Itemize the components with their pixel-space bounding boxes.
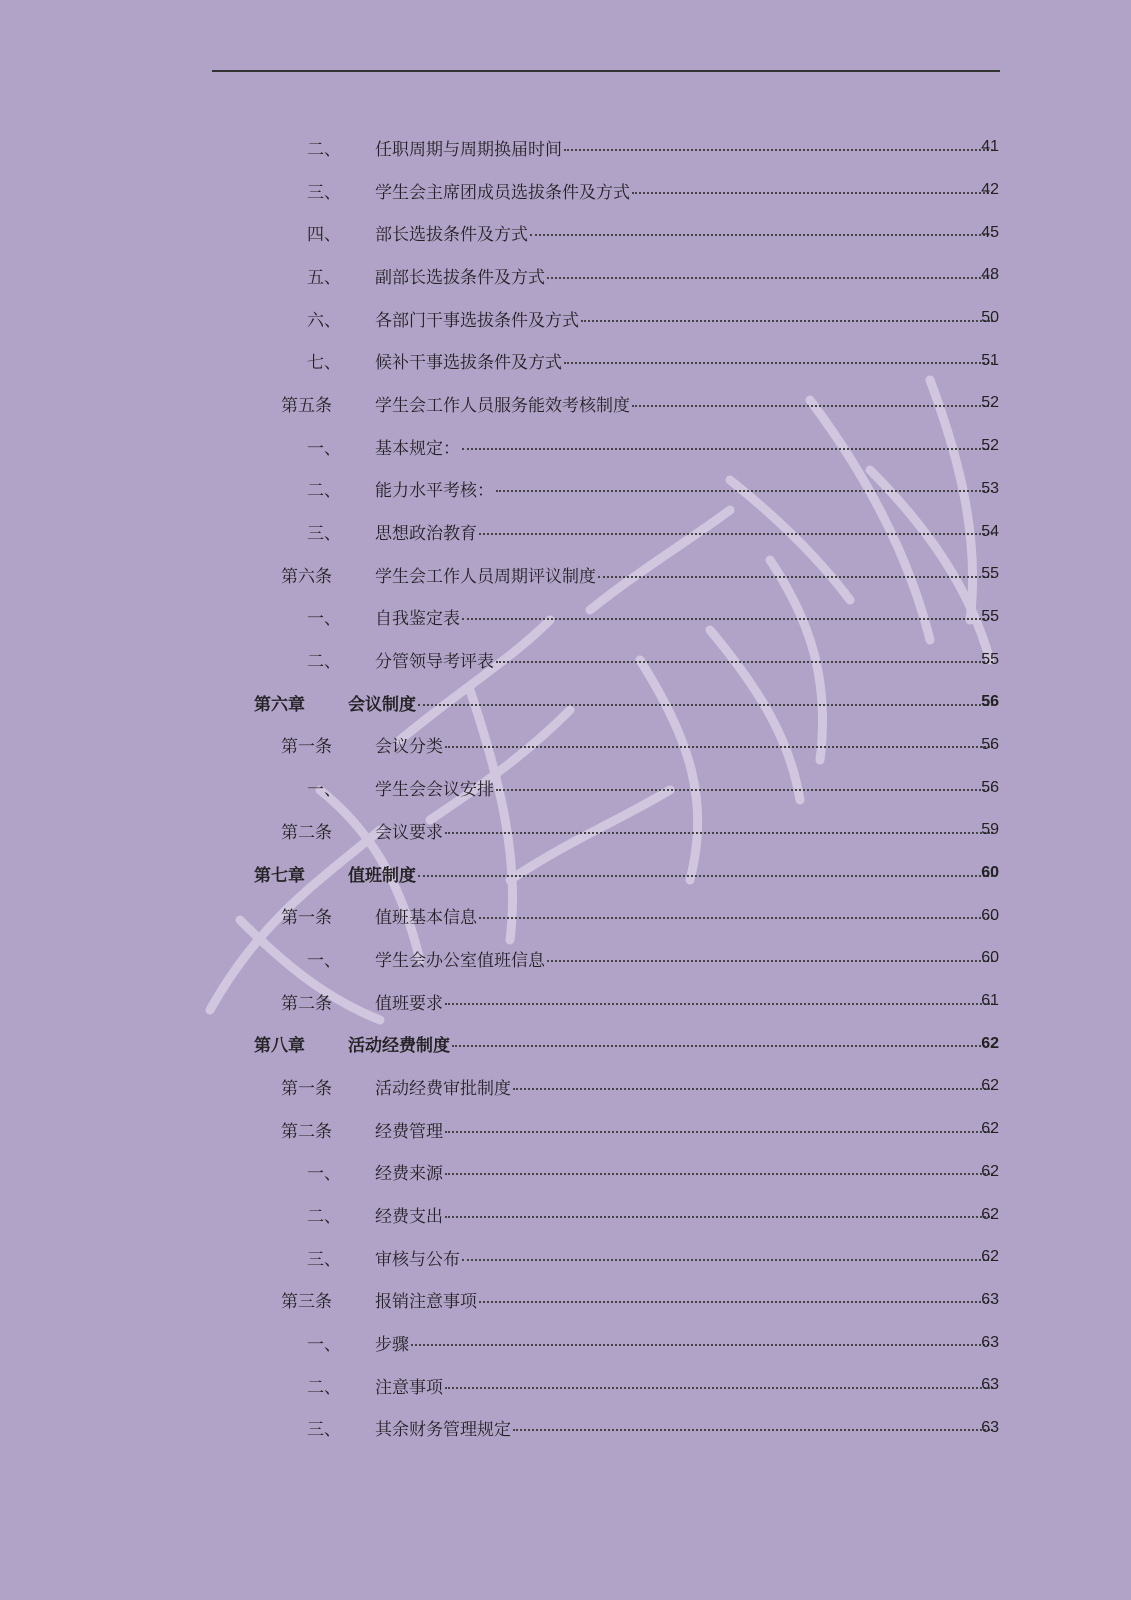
toc-entry-page[interactable]: 60	[981, 906, 999, 924]
toc-entry-page[interactable]: 45	[981, 223, 999, 241]
toc-entry-page[interactable]: 62	[981, 1034, 999, 1052]
toc-entry-title-wrap	[375, 604, 995, 629]
toc-entry-page[interactable]: 60	[981, 949, 999, 967]
toc-entry-title[interactable]: 会议要求	[375, 822, 443, 843]
toc-entry-number: 第五条	[281, 395, 332, 416]
toc-entry-title-wrap	[348, 861, 995, 886]
toc-entry-title[interactable]: 经费支出	[375, 1207, 443, 1228]
toc-entry[interactable]	[0, 1151, 1131, 1194]
toc-entry-title[interactable]: 候补干事选拔条件及方式	[375, 353, 562, 374]
toc-entry-number: 四、	[307, 225, 341, 246]
toc-entry[interactable]	[0, 297, 1131, 340]
toc-entry-number: 第六条	[281, 566, 332, 587]
toc-entry[interactable]	[0, 980, 1131, 1023]
toc-entry-title[interactable]: 值班要求	[375, 993, 443, 1014]
toc-dot-leader	[632, 192, 993, 194]
toc-entry-page[interactable]: 48	[981, 266, 999, 284]
toc-entry-number: 三、	[307, 182, 341, 203]
toc-entry[interactable]	[0, 1321, 1131, 1364]
toc-dot-leader	[445, 832, 993, 834]
toc-entry-number: 第三条	[281, 1292, 332, 1313]
toc-dot-leader	[598, 576, 993, 578]
toc-entry[interactable]	[0, 211, 1131, 254]
toc-dot-leader	[479, 533, 993, 535]
toc-entry-page[interactable]: 62	[981, 1120, 999, 1138]
toc-entry-title[interactable]: 各部门干事选拔条件及方式	[375, 310, 579, 331]
toc-entry-number: 二、	[307, 1207, 341, 1228]
toc-entry[interactable]	[0, 1022, 1131, 1065]
toc-dot-leader	[462, 448, 993, 450]
toc-entry-page[interactable]: 62	[981, 1248, 999, 1266]
toc-entry-number: 第一条	[281, 1078, 332, 1099]
toc-entry[interactable]	[0, 766, 1131, 809]
toc-entry[interactable]	[0, 638, 1131, 681]
toc-entry-page[interactable]: 56	[981, 693, 999, 711]
toc-entry-page[interactable]: 59	[981, 821, 999, 839]
toc-entry-number: 三、	[307, 1420, 341, 1441]
toc-entry-page[interactable]: 63	[981, 1333, 999, 1351]
toc-dot-leader	[411, 1344, 993, 1346]
toc-entry-number: 第六章	[254, 694, 305, 715]
toc-entry-title-wrap	[375, 647, 995, 672]
toc-entry-page[interactable]: 62	[981, 1205, 999, 1223]
toc-dot-leader	[462, 618, 993, 620]
toc-entry-title-wrap	[375, 391, 995, 416]
toc-dot-leader	[418, 875, 993, 877]
toc-entry-title[interactable]: 注意事项	[375, 1377, 443, 1398]
toc-dot-leader	[564, 149, 993, 151]
toc-entry-title-wrap	[375, 562, 995, 587]
toc-entry-page[interactable]: 63	[981, 1290, 999, 1308]
toc-entry-title[interactable]: 副部长选拔条件及方式	[375, 267, 545, 288]
toc-entry-title-wrap	[375, 989, 995, 1014]
toc-entry-title-wrap	[375, 348, 995, 373]
toc-entry-page[interactable]: 62	[981, 1077, 999, 1095]
toc-entry-title-wrap	[375, 1415, 995, 1440]
toc-entry-page[interactable]: 41	[981, 138, 999, 156]
toc-entry-page[interactable]: 63	[981, 1418, 999, 1436]
toc-entry[interactable]	[0, 339, 1131, 382]
toc-dot-leader	[513, 1429, 993, 1431]
toc-entry-number: 第二条	[281, 1121, 332, 1142]
toc-entry-title-wrap	[375, 946, 995, 971]
toc-dot-leader	[581, 320, 993, 322]
toc-dot-leader	[547, 277, 993, 279]
toc-entry-page[interactable]: 52	[981, 437, 999, 455]
toc-entry-title[interactable]: 部长选拔条件及方式	[375, 225, 528, 246]
toc-entry-title[interactable]: 思想政治教育	[375, 524, 477, 545]
toc-entry-title-wrap	[375, 135, 995, 160]
toc-entry-page[interactable]: 63	[981, 1376, 999, 1394]
toc-entry-title-wrap	[375, 1074, 995, 1099]
toc-entry-title[interactable]: 经费来源	[375, 1164, 443, 1185]
toc-entry[interactable]	[0, 510, 1131, 553]
toc-entry-page[interactable]: 54	[981, 522, 999, 540]
toc-entry-title[interactable]: 学生会工作人员服务能效考核制度	[375, 395, 630, 416]
toc-entry-number: 二、	[307, 652, 341, 673]
toc-entry-page[interactable]: 56	[981, 735, 999, 753]
toc-entry-title[interactable]: 分管领导考评表	[375, 652, 494, 673]
toc-entry[interactable]	[0, 596, 1131, 639]
toc-entry[interactable]	[0, 1236, 1131, 1279]
toc-entry-page[interactable]: 62	[981, 1162, 999, 1180]
toc-entry-number: 二、	[307, 139, 341, 160]
toc-entry-number: 五、	[307, 267, 341, 288]
toc-dot-leader	[564, 362, 993, 364]
toc-dot-leader	[445, 1131, 993, 1133]
toc-entry-title[interactable]: 步骤	[375, 1335, 409, 1356]
table-of-contents	[0, 126, 1131, 1449]
toc-entry-page[interactable]: 53	[981, 479, 999, 497]
toc-entry[interactable]	[0, 553, 1131, 596]
toc-entry[interactable]	[0, 126, 1131, 169]
toc-entry-title-wrap	[348, 1031, 995, 1056]
toc-entry-page[interactable]: 61	[981, 992, 999, 1010]
toc-dot-leader	[479, 917, 993, 919]
toc-entry[interactable]	[0, 937, 1131, 980]
toc-dot-leader	[445, 1173, 993, 1175]
toc-entry[interactable]	[0, 254, 1131, 297]
toc-entry-title[interactable]: 会议分类	[375, 737, 443, 758]
toc-dot-leader	[632, 405, 993, 407]
toc-dot-leader	[479, 1301, 993, 1303]
toc-entry-title-wrap	[375, 476, 995, 501]
toc-entry-title-wrap	[375, 732, 995, 757]
toc-entry-number: 二、	[307, 1377, 341, 1398]
toc-entry-number: 第七章	[254, 865, 305, 886]
toc-entry-title-wrap	[375, 1373, 995, 1398]
toc-entry-title[interactable]: 基本规定：	[375, 438, 460, 459]
toc-entry-number: 二、	[307, 481, 341, 502]
toc-entry[interactable]	[0, 724, 1131, 767]
toc-dot-leader	[530, 234, 993, 236]
toc-entry-title-wrap	[375, 775, 995, 800]
toc-entry-title[interactable]: 学生会工作人员周期评议制度	[375, 566, 596, 587]
toc-entry-page[interactable]: 42	[981, 181, 999, 199]
toc-entry-number: 七、	[307, 353, 341, 374]
toc-dot-leader	[496, 661, 993, 663]
toc-entry[interactable]	[0, 425, 1131, 468]
toc-entry[interactable]	[0, 681, 1131, 724]
toc-entry[interactable]	[0, 468, 1131, 511]
toc-entry-page[interactable]: 55	[981, 650, 999, 668]
toc-entry[interactable]	[0, 852, 1131, 895]
toc-entry-number: 一、	[307, 950, 341, 971]
toc-dot-leader	[496, 490, 993, 492]
toc-entry-title[interactable]: 会议制度	[348, 694, 416, 715]
toc-entry-title-wrap	[375, 1330, 995, 1355]
toc-entry-number: 第一条	[281, 908, 332, 929]
toc-entry-title[interactable]: 学生会办公室值班信息	[375, 950, 545, 971]
toc-entry[interactable]	[0, 382, 1131, 425]
toc-entry-title[interactable]: 自我鉴定表	[375, 609, 460, 630]
toc-entry-page[interactable]: 55	[981, 565, 999, 583]
toc-dot-leader	[445, 1003, 993, 1005]
toc-entry-title-wrap	[375, 1202, 995, 1227]
toc-entry-page[interactable]: 56	[981, 778, 999, 796]
toc-entry-title-wrap	[375, 903, 995, 928]
toc-entry-title-wrap	[375, 1245, 995, 1270]
toc-entry[interactable]	[0, 1279, 1131, 1322]
toc-entry-page[interactable]: 51	[981, 351, 999, 369]
toc-dot-leader	[513, 1088, 993, 1090]
toc-entry-title-wrap	[375, 306, 995, 331]
toc-dot-leader	[418, 704, 993, 706]
toc-entry-number: 三、	[307, 524, 341, 545]
toc-entry-title[interactable]: 经费管理	[375, 1121, 443, 1142]
toc-entry-number: 一、	[307, 1335, 341, 1356]
toc-entry-title-wrap	[375, 220, 995, 245]
toc-entry-number: 一、	[307, 780, 341, 801]
header-rule	[212, 70, 1000, 72]
toc-dot-leader	[452, 1045, 993, 1047]
toc-dot-leader	[445, 1216, 993, 1218]
toc-entry-number: 六、	[307, 310, 341, 331]
toc-entry-title[interactable]: 学生会会议安排	[375, 780, 494, 801]
toc-dot-leader	[445, 1387, 993, 1389]
toc-entry-page[interactable]: 60	[981, 864, 999, 882]
toc-entry[interactable]	[0, 1065, 1131, 1108]
toc-entry-title-wrap	[375, 1287, 995, 1312]
toc-dot-leader	[462, 1259, 993, 1261]
toc-entry[interactable]	[0, 894, 1131, 937]
toc-entry[interactable]	[0, 1193, 1131, 1236]
toc-entry-title[interactable]: 活动经费审批制度	[375, 1078, 511, 1099]
toc-entry-number: 第八章	[254, 1036, 305, 1057]
toc-entry-title[interactable]: 审核与公布	[375, 1249, 460, 1270]
toc-entry-title[interactable]: 活动经费制度	[348, 1036, 450, 1057]
toc-entry-title[interactable]: 值班制度	[348, 865, 416, 886]
toc-dot-leader	[496, 789, 993, 791]
toc-entry-title-wrap	[375, 178, 995, 203]
toc-entry-title-wrap	[375, 818, 995, 843]
toc-entry-number: 第二条	[281, 993, 332, 1014]
toc-entry-number: 三、	[307, 1249, 341, 1270]
toc-entry-number: 一、	[307, 609, 341, 630]
toc-entry[interactable]	[0, 169, 1131, 212]
toc-entry[interactable]	[0, 1364, 1131, 1407]
toc-entry-title[interactable]: 报销注意事项	[375, 1292, 477, 1313]
toc-entry-number: 一、	[307, 438, 341, 459]
toc-entry[interactable]	[0, 1108, 1131, 1151]
toc-dot-leader	[445, 746, 993, 748]
toc-entry-page[interactable]: 55	[981, 607, 999, 625]
toc-entry-page[interactable]: 52	[981, 394, 999, 412]
toc-entry-title-wrap	[375, 1117, 995, 1142]
toc-entry-title[interactable]: 学生会主席团成员选拔条件及方式	[375, 182, 630, 203]
toc-entry-title[interactable]: 值班基本信息	[375, 908, 477, 929]
toc-entry-title-wrap	[375, 263, 995, 288]
toc-entry-number: 第二条	[281, 822, 332, 843]
toc-entry[interactable]	[0, 1407, 1131, 1450]
toc-entry-title-wrap	[375, 434, 995, 459]
toc-entry-title-wrap	[375, 519, 995, 544]
toc-entry-title[interactable]: 任职周期与周期换届时间	[375, 139, 562, 160]
toc-entry-page[interactable]: 50	[981, 309, 999, 327]
toc-entry[interactable]	[0, 809, 1131, 852]
toc-entry-title-wrap	[375, 1159, 995, 1184]
toc-entry-number: 第一条	[281, 737, 332, 758]
toc-entry-title[interactable]: 其余财务管理规定	[375, 1420, 511, 1441]
toc-entry-title-wrap	[348, 690, 995, 715]
toc-dot-leader	[547, 960, 993, 962]
toc-entry-number: 一、	[307, 1164, 341, 1185]
toc-entry-title[interactable]: 能力水平考核：	[375, 481, 494, 502]
